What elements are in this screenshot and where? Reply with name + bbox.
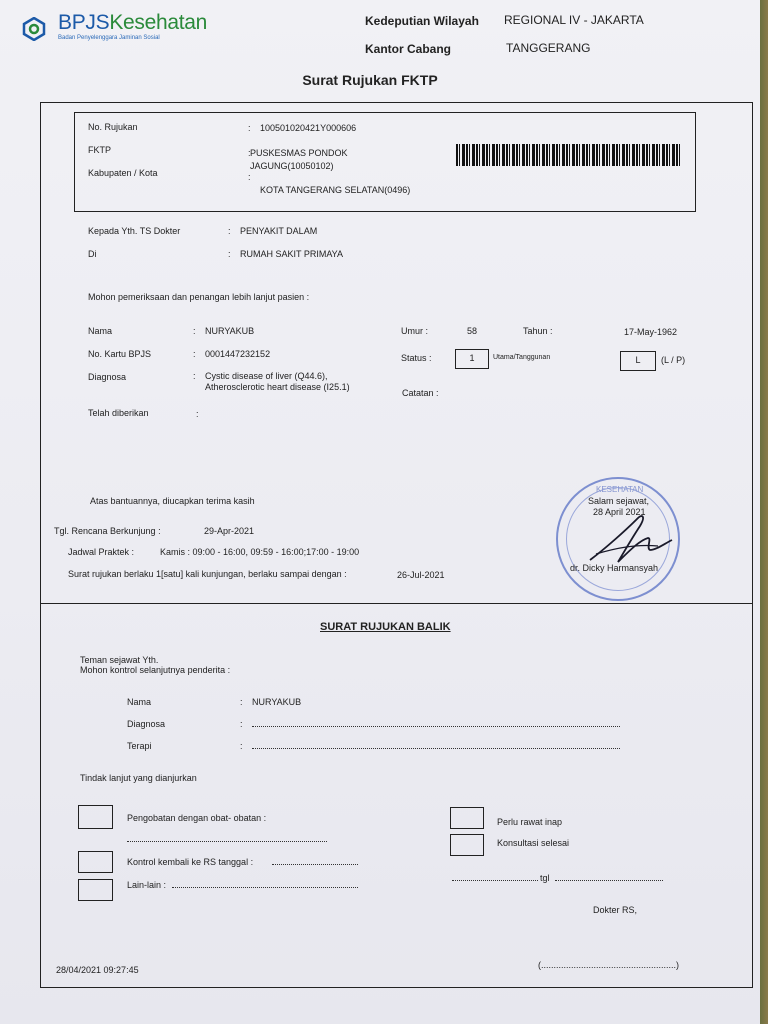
stamp-text: KESEHATAN [596, 485, 644, 494]
kantor-cabang-value: TANGGERANG [506, 41, 591, 55]
document-title: Surat Rujukan FKTP [302, 72, 438, 88]
pengobatan-fill-line [127, 841, 327, 842]
umur-value: 58 [467, 326, 478, 336]
konsultasi-checkbox[interactable] [450, 834, 484, 856]
fktp-label: FKTP [88, 145, 112, 155]
tgl-fill-line-left [452, 880, 538, 881]
colon: : [248, 123, 251, 133]
colon: : [196, 409, 199, 419]
validity-text: Surat rujukan berlaku 1[satu] kali kunjungan, berlaku sampai dengan : [68, 569, 347, 579]
diagnosa-label: Diagnosa [88, 372, 127, 382]
gender-hint: (L / P) [661, 355, 686, 365]
di-value: RUMAH SAKIT PRIMAYA [240, 249, 344, 259]
bpjs-logo-icon [22, 17, 46, 41]
doctor-name: dr. Dicky Harmansyah [570, 563, 659, 573]
gender-value-box: L [620, 351, 656, 371]
catatan-label: Catatan : [402, 388, 439, 398]
print-timestamp: 28/04/2021 09:27:45 [56, 965, 139, 975]
kabupaten-value: KOTA TANGERANG SELATAN(0496) [260, 185, 411, 195]
teman-text: Teman sejawat Yth. [80, 655, 159, 665]
status-value-box: 1 [455, 349, 489, 369]
kepada-label: Kepada Yth. TS Dokter [88, 226, 181, 236]
kedeputian-value: REGIONAL IV - JAKARTA [504, 13, 644, 27]
jadwal-label: Jadwal Praktek : [68, 547, 135, 557]
pengobatan-label: Pengobatan dengan obat- obatan : [127, 813, 267, 823]
nama-value: NURYAKUB [205, 326, 255, 336]
balik-nama-value: NURYAKUB [252, 697, 302, 707]
doctor-signature [586, 508, 676, 570]
brand-logo-text: BPJSKesehatan [58, 11, 208, 34]
tgl-label: tgl [540, 873, 550, 883]
section-divider [40, 603, 753, 604]
kedeputian-label: Kedeputian Wilayah [365, 14, 479, 28]
tahun-value: 17-May-1962 [624, 327, 678, 337]
validity-date: 26-Jul-2021 [397, 570, 445, 580]
kontrol-fill-line [272, 864, 358, 865]
fktp-value-line2: JAGUNG(10050102) [250, 161, 334, 171]
umur-label: Umur : [401, 326, 428, 336]
signature-placeholder: (......................................................) [538, 960, 680, 970]
diagnosa-value-line2: Atherosclerotic heart disease (I25.1) [205, 382, 350, 392]
tgl-rencana-value: 29-Apr-2021 [204, 526, 255, 536]
tgl-rencana-label: Tgl. Rencana Berkunjung : [54, 526, 161, 536]
colon: : [240, 697, 243, 707]
no-rujukan-value: 100501020421Y000606 [260, 123, 357, 133]
referral-barcode [456, 144, 680, 166]
lain-lain-fill-line [172, 887, 358, 888]
rawat-inap-label: Perlu rawat inap [497, 817, 563, 827]
fktp-value-line1: PUSKESMAS PONDOK [250, 148, 348, 158]
colon: : [193, 326, 196, 336]
kantor-cabang-label: Kantor Cabang [365, 42, 452, 56]
kabupaten-label: Kabupaten / Kota [88, 168, 158, 178]
telah-diberikan-label: Telah diberikan [88, 408, 149, 418]
salam-text: Salam sejawat, [588, 496, 650, 506]
rawat-inap-checkbox[interactable] [450, 807, 484, 829]
jadwal-value: Kamis : 09:00 - 16:00, 09:59 - 16:00;17:00 - 19:00 [160, 547, 360, 557]
balik-diagnosa-label: Diagnosa [127, 719, 166, 729]
colon: : [240, 741, 243, 751]
diagnosa-value-line1: Cystic disease of liver (Q44.6), [205, 371, 328, 381]
brand-subtitle: Badan Penyelenggara Jaminan Sosial [58, 35, 160, 41]
salam-date: 28 April 2021 [593, 507, 646, 517]
colon: : [228, 249, 231, 259]
balik-terapi-label: Terapi [127, 741, 152, 751]
balik-title: SURAT RUJUKAN BALIK [320, 621, 451, 633]
no-rujukan-label: No. Rujukan [88, 122, 138, 132]
request-text: Mohon pemeriksaan dan penangan lebih lanjut pasien : [88, 292, 310, 302]
kartu-bpjs-label: No. Kartu BPJS [88, 349, 152, 359]
colon: : [193, 371, 196, 381]
pengobatan-checkbox[interactable] [78, 805, 113, 829]
colon: : [248, 148, 251, 158]
kepada-value: PENYAKIT DALAM [240, 226, 318, 236]
colon: : [248, 172, 251, 182]
status-type: Utama/Tanggunan [493, 354, 551, 361]
nama-label: Nama [88, 326, 113, 336]
mohon-text: Mohon kontrol selanjutnya penderita : [80, 665, 231, 675]
status-label: Status : [401, 353, 432, 363]
terapi-fill-line [252, 748, 620, 749]
thanks-text: Atas bantuannya, diucapkan terima kasih [90, 496, 255, 506]
di-label: Di [88, 249, 97, 259]
colon: : [193, 349, 196, 359]
colon: : [240, 719, 243, 729]
lain-lain-label: Lain-lain : [127, 880, 167, 890]
konsultasi-label: Konsultasi selesai [497, 838, 570, 848]
tgl-fill-line-right [555, 880, 663, 881]
kontrol-checkbox[interactable] [78, 851, 113, 873]
balik-nama-label: Nama [127, 697, 152, 707]
lain-lain-checkbox[interactable] [78, 879, 113, 901]
diagnosa-fill-line [252, 726, 620, 727]
colon: : [228, 226, 231, 236]
kontrol-label: Kontrol kembali ke RS tanggal : [127, 857, 254, 867]
dokter-rs-label: Dokter RS, [593, 905, 638, 915]
tahun-label: Tahun : [523, 326, 553, 336]
kartu-bpjs-value: 0001447232152 [205, 349, 271, 359]
tindak-lanjut-label: Tindak lanjut yang dianjurkan [80, 773, 197, 783]
